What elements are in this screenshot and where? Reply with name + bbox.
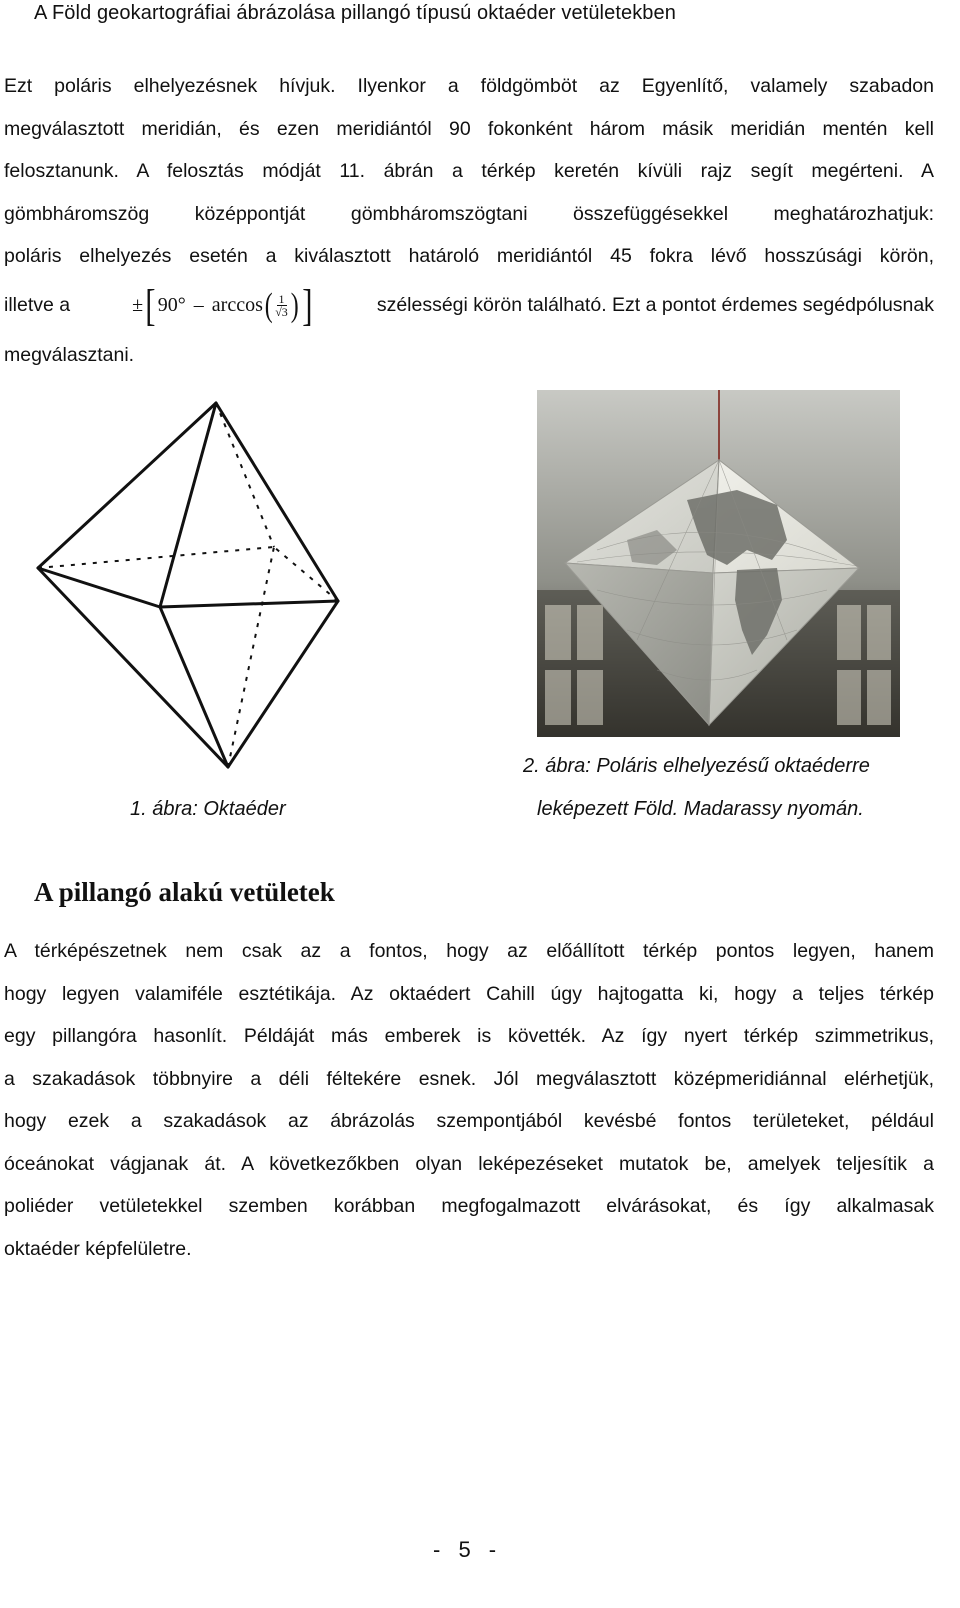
- formula-prefix: illetve a: [4, 294, 71, 317]
- formula-degree: 90°: [157, 294, 186, 317]
- text-line: gömbháromszög középpontját gömbháromszögtani összefüggésekkel meghatározhatjuk:: [4, 202, 934, 225]
- page-number: - 5 -: [433, 1537, 503, 1562]
- edge-solid: [38, 403, 216, 568]
- latitude-formula: [132, 280, 315, 330]
- text-line: óceánokat vágjanak át. A következőkben olyan leképezéseket mutatok be, amelyek teljesítik a: [4, 1152, 934, 1175]
- octahedron-globe-photo: [537, 390, 900, 737]
- text-line: hogy ezek a szakadások az ábrázolás szempontjából kevésbé fontos területeket, például: [4, 1110, 934, 1132]
- figure2-caption-line1: 2. ábra: Poláris elhelyezésű oktaéderre: [523, 755, 870, 777]
- text-line: Ezt poláris elhelyezésnek hívjuk. Ilyenkor a földgömböt az Egyenlítő, valamely szabadon: [4, 75, 934, 97]
- formula-left-paren: (: [264, 286, 273, 324]
- figure1-caption: 1. ábra: Oktaéder: [130, 798, 286, 820]
- edge-hidden: [274, 547, 338, 601]
- text-line: A térképészetnek nem csak az a fontos, hogy az előállított térkép pontos legyen, hanem: [4, 940, 934, 962]
- photo-scene: [537, 390, 900, 737]
- edge-hidden: [38, 547, 274, 568]
- edge-solid: [160, 607, 228, 767]
- formula-line: [4, 278, 934, 334]
- text-line: oktaéder képfelületre.: [4, 1237, 192, 1260]
- octahedron-figure: [30, 395, 350, 770]
- text-line: poliéder vetületekkel szemben korábban megfogalmazott elvárásokat, és így alkalmasak: [4, 1195, 934, 1217]
- text-line: a szakadások többnyire a déli féltekére esnek. Jól megválasztott középmeridiánnal elérhetjük,: [4, 1067, 934, 1090]
- running-title: A Föld geokartográfiai ábrázolása pillangó típusú oktaéder vetületekben: [34, 2, 676, 24]
- edge-hidden: [216, 403, 274, 547]
- figure2-caption-line2: leképezett Föld. Madarassy nyomán.: [537, 798, 864, 820]
- edge-solid: [160, 601, 338, 607]
- formula-right-bracket: ]: [302, 280, 313, 330]
- text-line: egy pillangóra hasonlít. Példáját más emberek is követték. Az így nyert térkép szimmetrikus,: [4, 1025, 934, 1047]
- text-line: hogy legyen valamiféle esztétikája. Az oktaédert Cahill úgy hajtogatta ki, hogy a teljes térkép: [4, 982, 934, 1005]
- formula-left-bracket: [: [145, 280, 156, 330]
- formula-plus-minus: ±: [132, 294, 144, 317]
- edge-solid: [160, 403, 216, 607]
- paragraph-butterfly-projections: [4, 930, 934, 1270]
- formula-right-paren: ): [290, 286, 299, 324]
- formula-numerator: 1: [278, 292, 285, 306]
- formula-function: arccos: [211, 294, 263, 317]
- section-heading: A pillangó alakú vetületek: [34, 877, 335, 907]
- paragraph-polar-placement: [4, 65, 934, 376]
- edge-solid: [216, 403, 338, 601]
- text-line: megválasztani.: [4, 343, 135, 366]
- edge-solid: [228, 601, 338, 767]
- formula-suffix: szélességi körön található. Ezt a pontot érdemes segédpólusnak: [376, 294, 934, 317]
- text-line: felosztanunk. A felosztás módját 11. ábrán a térkép keretén kívüli rajz segít megérteni. A: [4, 160, 934, 182]
- formula-fraction: [275, 293, 288, 318]
- formula-minus: –: [193, 294, 204, 317]
- text-line: poláris elhelyezés esetén a kiválasztott határoló meridiántól 45 fokra lévő hosszúsági körön,: [4, 245, 934, 267]
- text-line: megválasztott meridián, és ezen meridiántól 90 fokonként három másik meridián mentén kell: [4, 117, 934, 140]
- formula-denominator: √3: [275, 305, 288, 319]
